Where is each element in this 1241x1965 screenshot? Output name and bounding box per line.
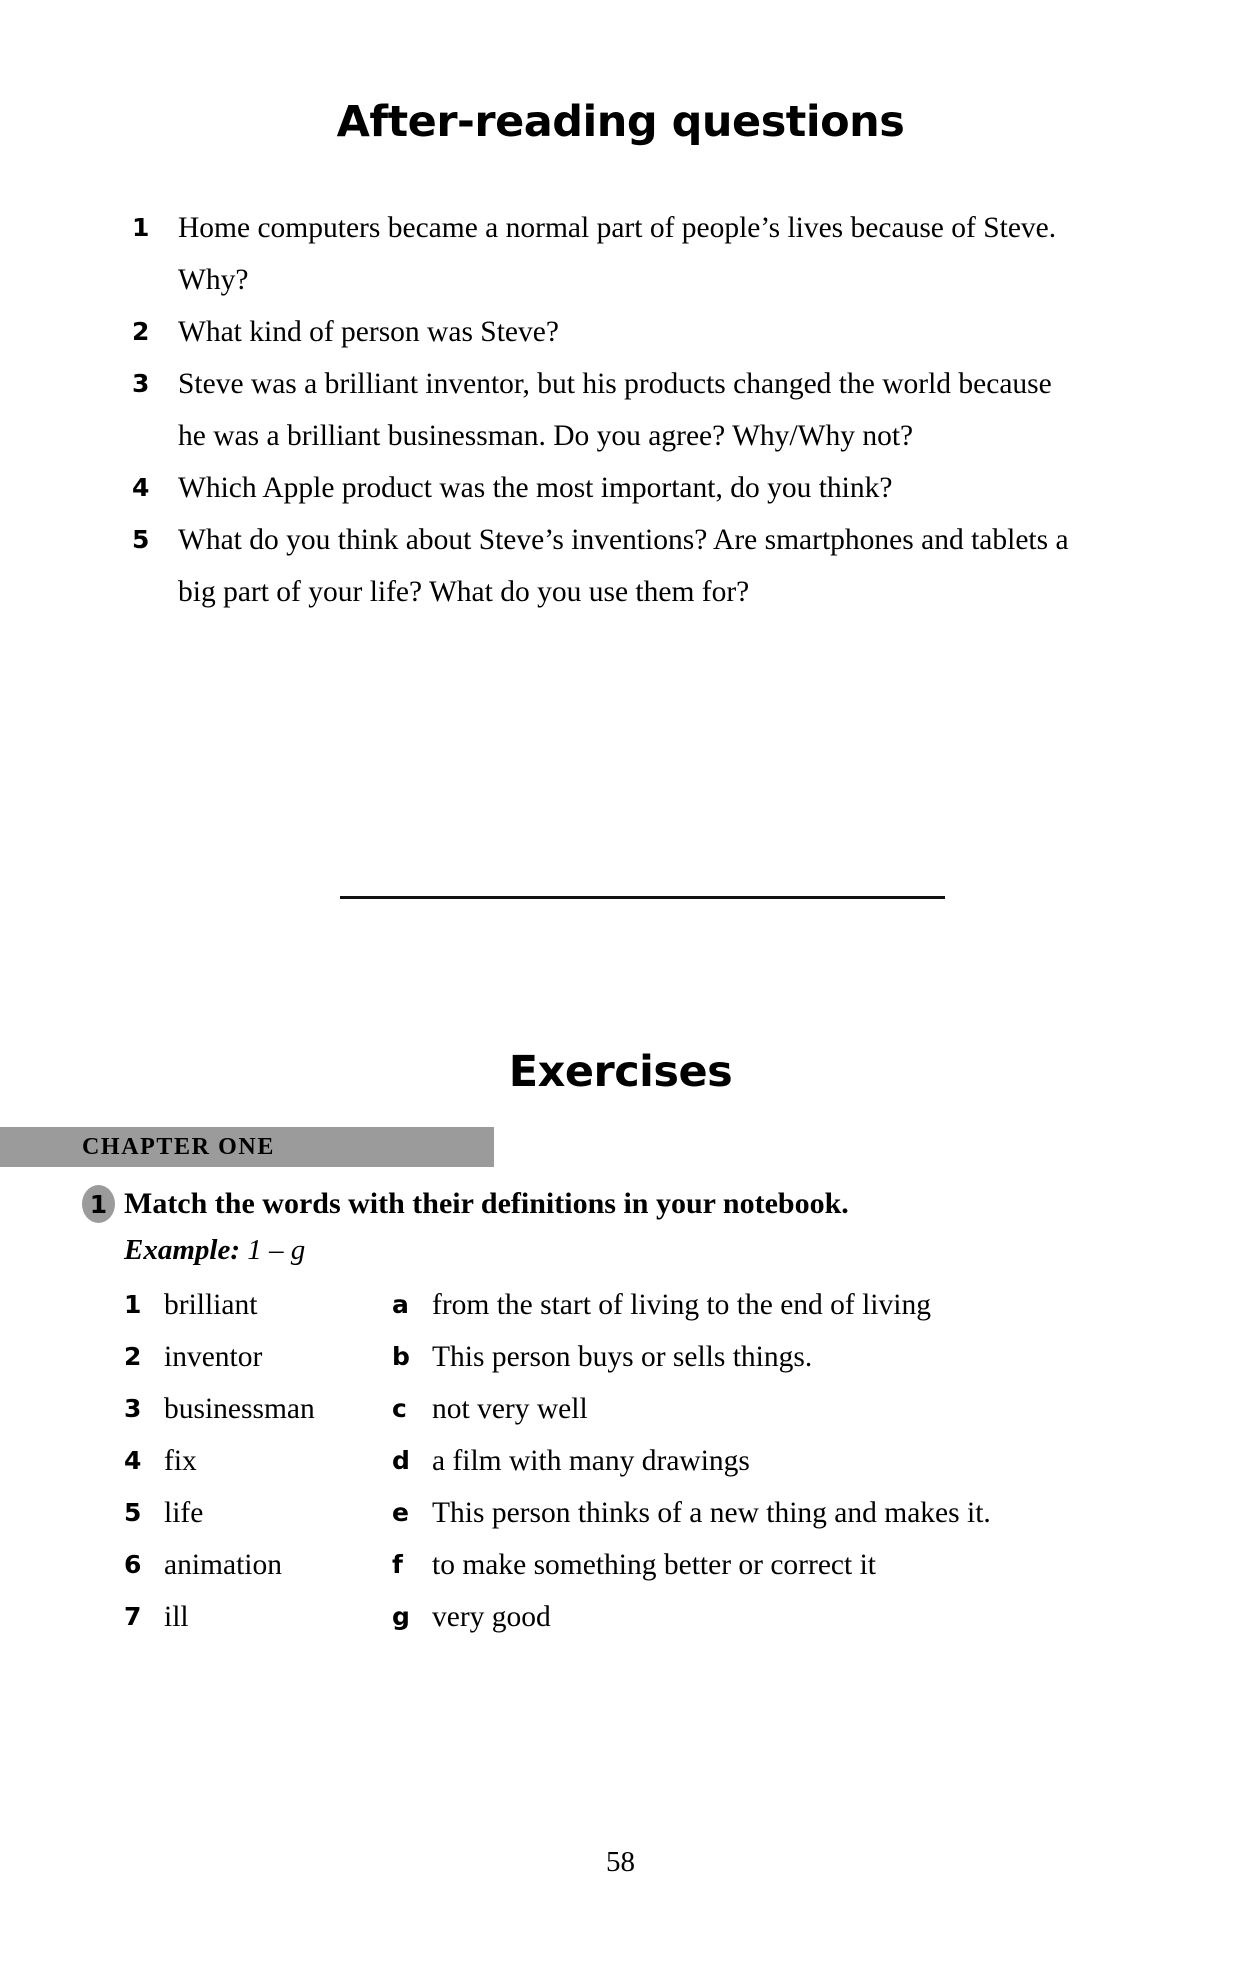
exercise-instruction: Match the words with their definitions in your notebook. <box>124 1187 849 1220</box>
word-number: 5 <box>124 1498 142 1527</box>
definition-letter: g <box>392 1602 410 1631</box>
section-divider <box>340 896 945 899</box>
definition-text: not very well <box>432 1393 588 1425</box>
question-number: 2 <box>132 317 150 346</box>
example-label: Example: <box>124 1234 240 1266</box>
definition-text: This person buys or sells things. <box>432 1341 813 1373</box>
question-item <box>132 514 1092 618</box>
word-number: 2 <box>124 1342 142 1371</box>
question-text: What kind of person was Steve? <box>178 316 559 348</box>
table-row <box>124 1487 1184 1539</box>
question-number: 4 <box>132 473 150 502</box>
table-row <box>124 1591 1184 1643</box>
exercise-block <box>82 1183 1182 1643</box>
definition-text: This person thinks of a new thing and makes it. <box>432 1497 991 1529</box>
definition-letter: d <box>392 1446 410 1475</box>
table-row <box>124 1539 1184 1591</box>
chapter-banner-label: CHAPTER ONE <box>82 1133 275 1160</box>
word-text: animation <box>164 1549 282 1581</box>
exercises-title: Exercises <box>508 1046 733 1097</box>
page-title: After-reading questions <box>336 96 905 147</box>
definition-text: a film with many drawings <box>432 1445 750 1477</box>
question-number: 5 <box>132 525 150 554</box>
definition-letter: f <box>392 1550 403 1579</box>
definition-text: very good <box>432 1601 551 1633</box>
question-text: What do you think about Steve’s inventions? Are smartphones and tablets a big part of your life? What do you use them for? <box>178 524 1069 608</box>
exercise-number-badge: 1 <box>82 1185 115 1223</box>
word-number: 6 <box>124 1550 142 1579</box>
definition-text: from the start of living to the end of living <box>432 1289 931 1321</box>
question-item <box>132 306 1092 358</box>
after-reading-question-list <box>132 202 1092 618</box>
word-text: inventor <box>164 1341 263 1373</box>
table-row <box>124 1279 1184 1331</box>
word-text: life <box>164 1497 204 1529</box>
word-number: 3 <box>124 1394 142 1423</box>
question-item <box>132 202 1092 306</box>
word-number: 4 <box>124 1446 142 1475</box>
chapter-banner <box>0 1127 494 1167</box>
question-text: Steve was a brilliant inventor, but his products changed the world because he was a brilliant businessman. Do you agree? Why/Why not? <box>178 368 1052 452</box>
table-row <box>124 1435 1184 1487</box>
question-text: Which Apple product was the most important, do you think? <box>178 472 893 504</box>
example-value: 1 – g <box>247 1234 306 1266</box>
word-number: 7 <box>124 1602 142 1631</box>
definition-letter: c <box>392 1394 407 1423</box>
matching-exercise-table <box>124 1279 1184 1643</box>
word-text: brilliant <box>164 1289 258 1321</box>
exercise-example <box>124 1229 1182 1271</box>
word-text: businessman <box>164 1393 315 1425</box>
definition-letter: a <box>392 1290 409 1319</box>
definition-letter: e <box>392 1498 409 1527</box>
word-text: fix <box>164 1445 197 1477</box>
question-item <box>132 358 1092 462</box>
table-row <box>124 1331 1184 1383</box>
exercise-heading <box>82 1183 1182 1225</box>
definition-letter: b <box>392 1342 410 1371</box>
table-row <box>124 1383 1184 1435</box>
page-number: 58 <box>606 1846 635 1878</box>
word-text: ill <box>164 1601 189 1633</box>
question-item <box>132 462 1092 514</box>
question-text: Home computers became a normal part of people’s lives because of Steve. Why? <box>178 212 1057 296</box>
question-number: 1 <box>132 213 150 242</box>
question-number: 3 <box>132 369 150 398</box>
word-number: 1 <box>124 1290 142 1319</box>
definition-text: to make something better or correct it <box>432 1549 876 1581</box>
